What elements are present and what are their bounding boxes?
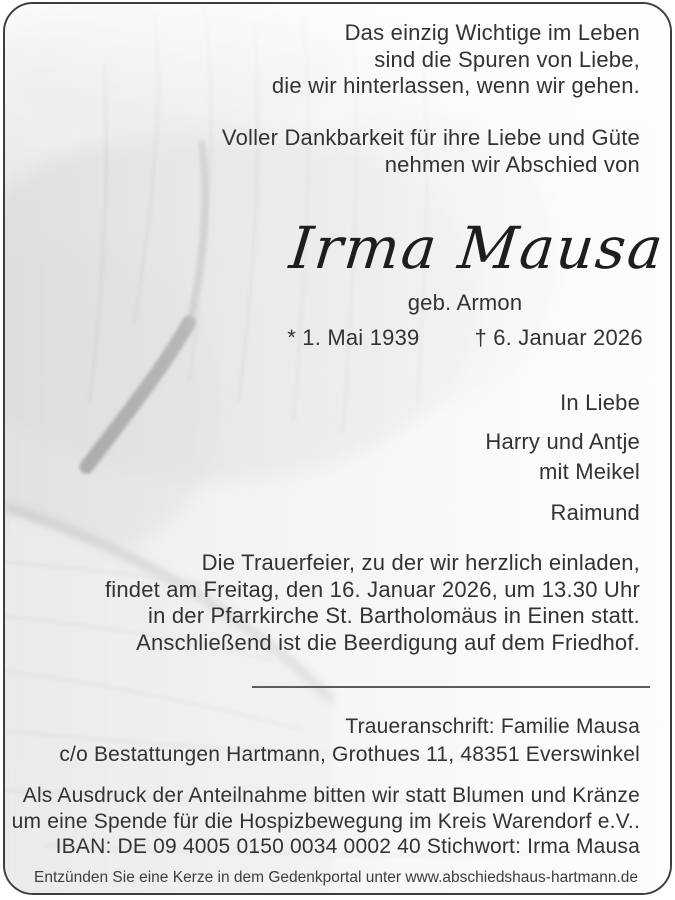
service-line: Die Trauerfeier, zu der wir herzlich einladen,: [201, 550, 640, 575]
service-line: Anschließend ist die Beerdigung auf dem Friedhof.: [136, 629, 640, 655]
life-dates: [287, 325, 643, 352]
intro-line: Voller Dankbarkeit für ihre Liebe und Güte: [221, 125, 640, 150]
mourners-line: Harry und Antje: [485, 429, 640, 454]
service-line: in der Pfarrkirche St. Bartholomäus in Einen statt.: [148, 603, 640, 628]
farewell-intro: [222, 125, 640, 178]
mourners-line: Raimund: [550, 500, 640, 525]
condolence-address: [59, 713, 640, 769]
memorial-portal-note: Entzünden Sie eine Kerze in dem Gedenkportal unter www.abschiedshaus-hartmann.de: [33, 869, 638, 886]
address-line: c/o Bestattungen Hartmann, Grothues 11, 48351 Everswinkel: [59, 743, 640, 766]
service-line: findet am Freitag, den 16. Januar 2026, um 13.30 Uhr: [104, 576, 640, 602]
deceased-name-text: Irma Mausa: [286, 214, 668, 282]
donation-request: [12, 783, 640, 860]
opening-verse: [272, 20, 640, 100]
service-details: [105, 550, 640, 656]
death-date: † 6. Januar 2026: [474, 325, 643, 350]
verse-line: Das einzig Wichtige im Leben: [344, 20, 640, 45]
donation-line: IBAN: DE 09 4005 0150 0034 0002 40 Stichwort: Irma Mausa: [55, 835, 640, 858]
mourners-salutation: In Liebe: [560, 390, 640, 415]
birth-date: * 1. Mai 1939: [287, 325, 420, 350]
donation-line: um eine Spende für die Hospizbewegung im Kreis Warendorf e.V..: [11, 809, 640, 833]
maiden-name: geb. Armon: [407, 290, 523, 315]
verse-line: sind die Spuren von Liebe,: [374, 46, 640, 72]
verse-line: die wir hinterlassen, wenn wir gehen.: [271, 73, 640, 98]
mourners-line: mit Meikel: [538, 459, 640, 484]
address-line: Traueranschrift: Familie Mausa: [345, 715, 640, 738]
donation-line: Als Ausdruck der Anteilnahme bitten wir statt Blumen und Kränze: [22, 784, 640, 807]
deceased-name: [286, 206, 668, 290]
section-divider: [252, 686, 650, 688]
intro-line: nehmen wir Abschied von: [384, 151, 640, 177]
card-border: [3, 2, 672, 895]
